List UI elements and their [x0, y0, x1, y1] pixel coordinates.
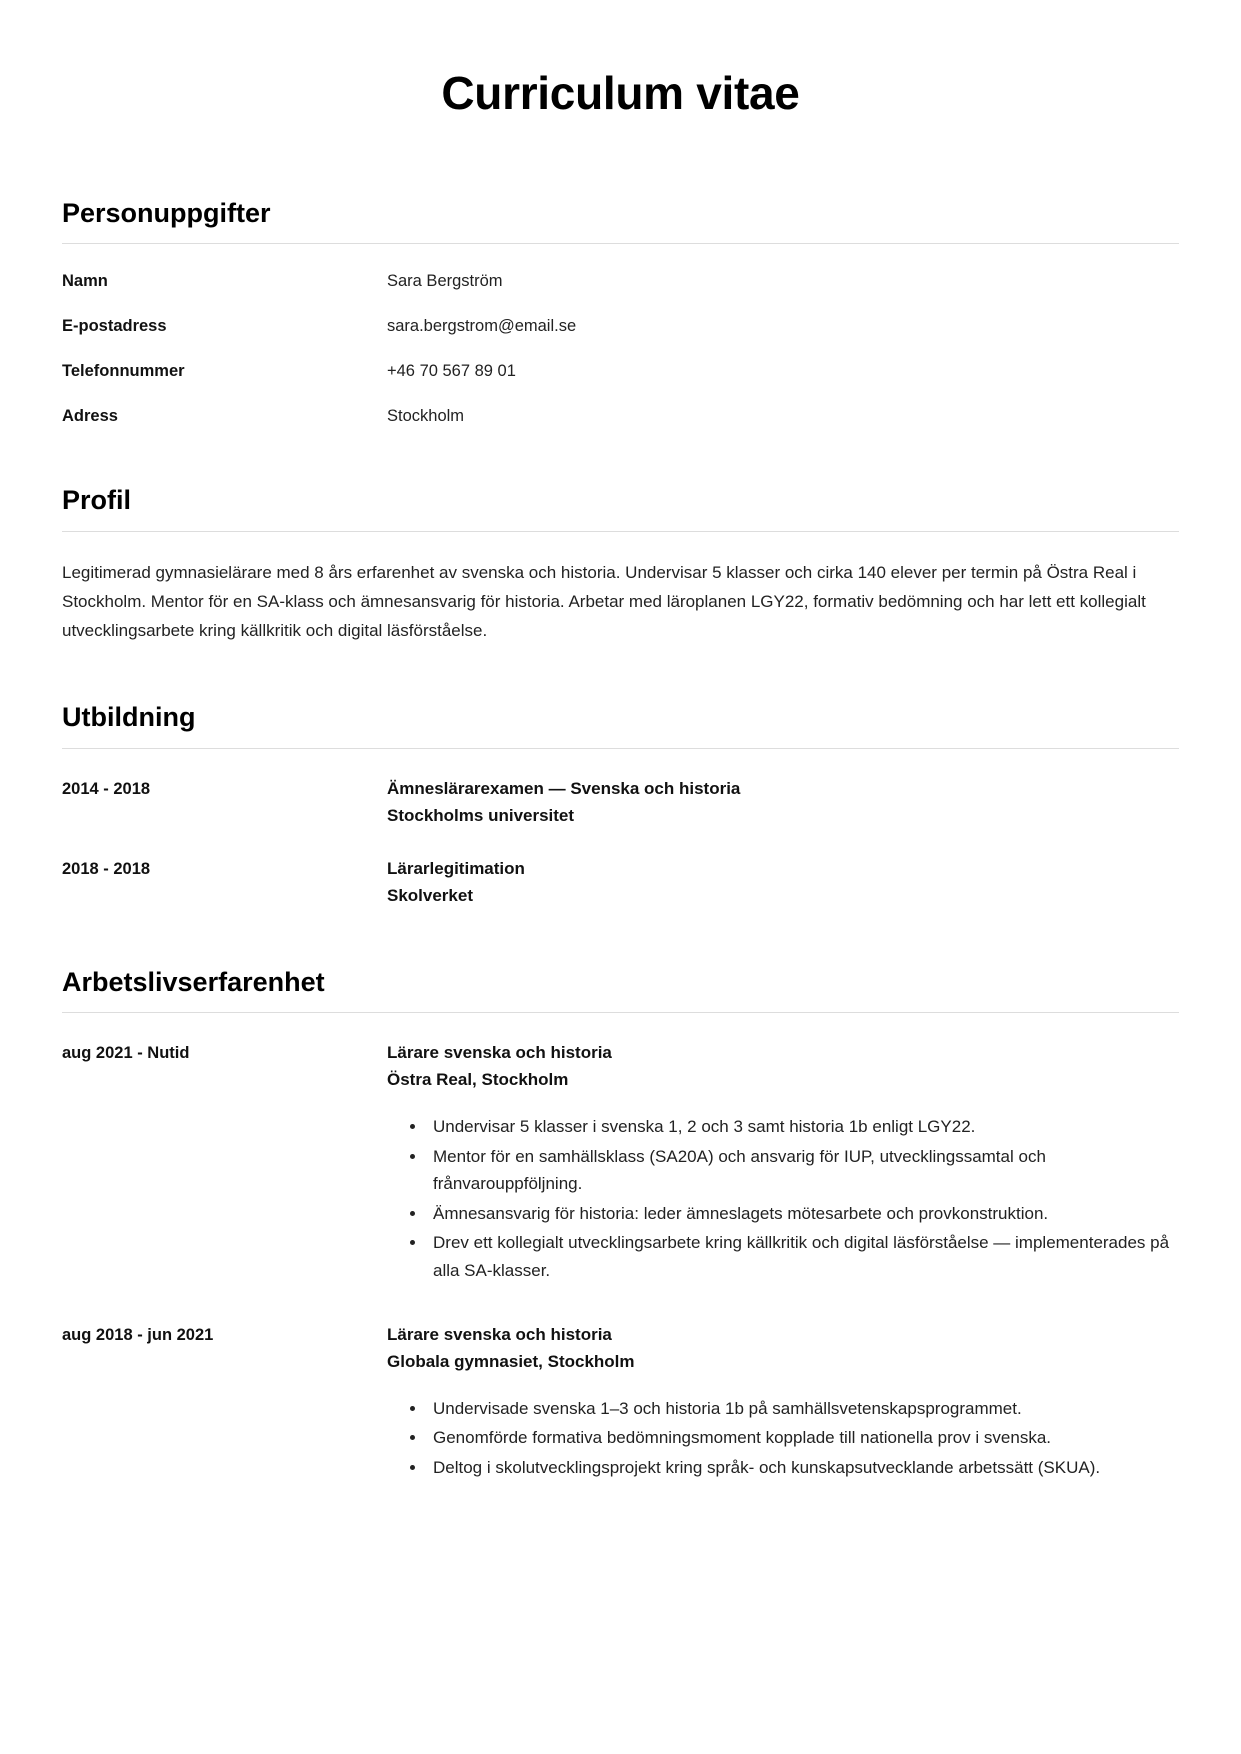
section-education	[62, 701, 1179, 909]
table-row	[62, 315, 1179, 338]
entry-bullet-list	[387, 1113, 1179, 1284]
table-row	[62, 360, 1179, 383]
entry-body	[387, 775, 1179, 829]
personal-details-table	[62, 270, 1179, 428]
bullet-item: • Genomförde formativa bedömningsmoment kopplade till nationella prov i svenska.	[427, 1424, 1179, 1452]
entry-period: aug 2018 - jun 2021	[62, 1325, 214, 1344]
bullet-item: • Deltog i skolutvecklingsprojekt kring språk- och kunskapsutvecklande arbetssätt (SKUA).	[427, 1454, 1179, 1482]
field-value: +46 70 567 89 01	[387, 362, 516, 381]
entry-organisation: Stockholms universitet	[387, 806, 575, 826]
entry-bullet-list	[387, 1395, 1179, 1482]
entry-body	[387, 1321, 1179, 1484]
section-heading-profile: Profil	[62, 485, 132, 516]
field-label: Adress	[62, 407, 118, 426]
field-value: sara.bergstrom@email.se	[387, 317, 577, 336]
field-value: Stockholm	[387, 407, 465, 426]
entry-organisation: Östra Real, Stockholm	[387, 1070, 569, 1090]
entry-organisation: Skolverket	[387, 886, 473, 906]
bullet-item: • Mentor för en samhällsklass (SA20A) och ansvarig för IUP, utvecklingssamtal och frånvarouppföljning.	[427, 1143, 1179, 1198]
section-divider	[62, 243, 1179, 244]
section-personal-details	[62, 197, 1179, 429]
section-heading-education: Utbildning	[62, 702, 196, 733]
entry-title: Lärare svenska och historia	[387, 1324, 612, 1344]
section-heading-personal: Personuppgifter	[62, 197, 271, 228]
profile-paragraph: Legitimerad gymnasielärare med 8 års erfarenhet av svenska och historia. Undervisar 5 klasser och cirka 140 elever per termin på Östra Real i Stockholm. Mentor för en SA-klass och ämnesansvarig för historia. Arbetar med läroplanen LGY22, formativ bedömning och har lett ett kollegialt utvecklingsarbete kring källkritik och digital läsförståelse.	[62, 562, 1146, 641]
entry-title: Lärare svenska och historia	[387, 1042, 612, 1062]
entry-body	[387, 855, 1179, 909]
list-item	[62, 1039, 1179, 1287]
field-label: Telefonnummer	[62, 362, 185, 381]
list-item	[62, 855, 1179, 909]
section-divider	[62, 1012, 1179, 1013]
section-divider	[62, 531, 1179, 532]
bullet-item: • Ämnesansvarig för historia: leder ämneslagets mötesarbete och provkonstruktion.	[427, 1200, 1179, 1228]
section-profile	[62, 484, 1179, 645]
entry-period: aug 2021 - Nutid	[62, 1043, 190, 1062]
field-label: E-postadress	[62, 317, 167, 336]
bullet-item: • Drev ett kollegialt utvecklingsarbete kring källkritik och digital läsförståelse — implementerades på alla SA-klasser.	[427, 1229, 1179, 1284]
entry-title: Lärarlegitimation	[387, 859, 525, 879]
page-title: Curriculum vitae	[441, 67, 800, 119]
list-item	[62, 775, 1179, 829]
experience-entries	[62, 1039, 1179, 1484]
entry-title: Ämneslärarexamen — Svenska och historia	[387, 778, 741, 798]
entry-organisation: Globala gymnasiet, Stockholm	[387, 1351, 635, 1371]
entry-period: 2018 - 2018	[62, 860, 151, 879]
field-label: Namn	[62, 271, 108, 290]
field-value: Sara Bergström	[387, 271, 503, 290]
bullet-item: • Undervisar 5 klasser i svenska 1, 2 och 3 samt historia 1b enligt LGY22.	[427, 1113, 1179, 1141]
list-item	[62, 1321, 1179, 1484]
section-work-experience	[62, 966, 1179, 1484]
education-entries	[62, 775, 1179, 910]
bullet-item: • Undervisade svenska 1–3 och historia 1b på samhällsvetenskapsprogrammet.	[427, 1395, 1179, 1423]
section-heading-experience: Arbetslivserfarenhet	[62, 966, 325, 997]
entry-body	[387, 1039, 1179, 1287]
table-row	[62, 270, 1179, 293]
section-divider	[62, 748, 1179, 749]
entry-period: 2014 - 2018	[62, 779, 151, 798]
table-row	[62, 405, 1179, 428]
